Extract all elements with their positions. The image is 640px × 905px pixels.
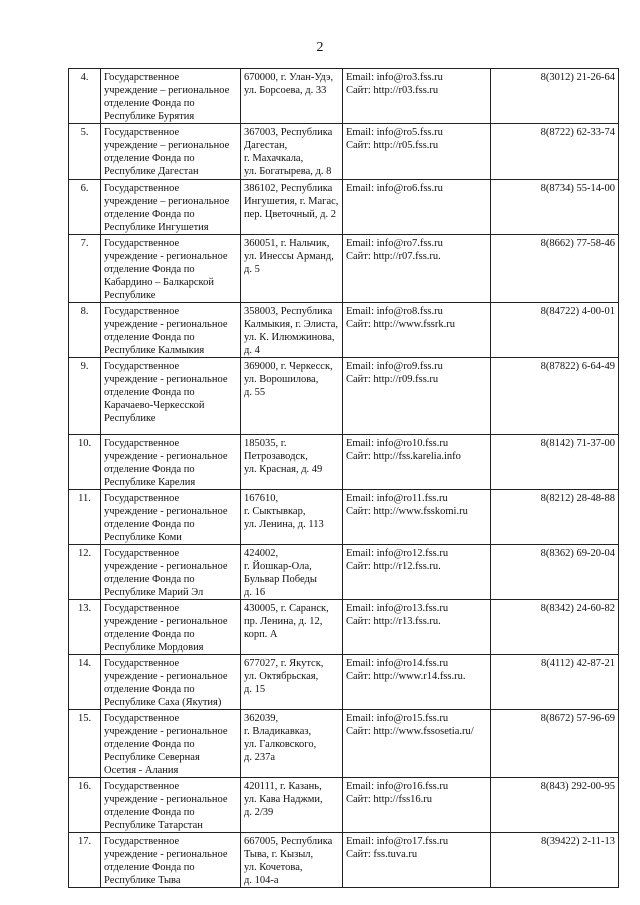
table-row bbox=[69, 545, 619, 600]
table-row bbox=[69, 655, 619, 710]
office-phone: 8(4112) 42-87-21 bbox=[491, 655, 619, 710]
regional-offices-table bbox=[68, 68, 619, 888]
office-name: Государственное учреждение - региональное отделение Фонда по Республике Татарстан bbox=[101, 778, 241, 833]
table-row bbox=[69, 358, 619, 435]
office-phone: 8(84722) 4-00-01 bbox=[491, 303, 619, 358]
row-number: 6. bbox=[69, 180, 101, 235]
page-number: 2 bbox=[316, 40, 324, 55]
office-phone: 8(843) 292-00-95 bbox=[491, 778, 619, 833]
row-number: 10. bbox=[69, 435, 101, 490]
office-address: 424002, г. Йошкар-Ола, Бульвар Победы д. 16 bbox=[241, 545, 343, 600]
office-address: 667005, Республика Тыва, г. Кызыл, ул. Кочетова, д. 104-а bbox=[241, 833, 343, 888]
office-contacts: Email: info@ro14.fss.ru Сайт: http://www.r14.fss.ru. bbox=[343, 655, 491, 710]
office-phone: 8(87822) 6-64-49 bbox=[491, 358, 619, 435]
row-number: 15. bbox=[69, 710, 101, 778]
office-contacts: Email: info@ro15.fss.ru Сайт: http://www.fssosetia.ru/ bbox=[343, 710, 491, 778]
office-phone: 8(3012) 21-26-64 bbox=[491, 69, 619, 124]
office-phone: 8(8672) 57-96-69 bbox=[491, 710, 619, 778]
office-contacts: Email: info@ro7.fss.ru Сайт: http://r07.fss.ru. bbox=[343, 235, 491, 303]
table-row bbox=[69, 600, 619, 655]
office-phone: 8(8212) 28-48-88 bbox=[491, 490, 619, 545]
office-phone: 8(39422) 2-11-13 bbox=[491, 833, 619, 888]
office-name: Государственное учреждение – региональное отделение Фонда по Республике Дагестан bbox=[101, 124, 241, 180]
office-name: Государственное учреждение - региональное отделение Фонда по Республике Калмыкия bbox=[101, 303, 241, 358]
row-number: 8. bbox=[69, 303, 101, 358]
office-address: 362039, г. Владикавказ, ул. Галковского, д. 237а bbox=[241, 710, 343, 778]
table-row bbox=[69, 235, 619, 303]
office-phone: 8(8734) 55-14-00 bbox=[491, 180, 619, 235]
row-number: 11. bbox=[69, 490, 101, 545]
office-address: 677027, г. Якутск, ул. Октябрьская, д. 15 bbox=[241, 655, 343, 710]
office-contacts: Email: info@ro5.fss.ru Сайт: http://r05.fss.ru bbox=[343, 124, 491, 180]
table-row bbox=[69, 435, 619, 490]
table-row bbox=[69, 69, 619, 124]
office-address: 167610, г. Сыктывкар, ул. Ленина, д. 113 bbox=[241, 490, 343, 545]
row-number: 12. bbox=[69, 545, 101, 600]
row-number: 13. bbox=[69, 600, 101, 655]
table-row bbox=[69, 490, 619, 545]
office-contacts: Email: info@ro12.fss.ru Сайт: http://r12.fss.ru. bbox=[343, 545, 491, 600]
office-address: 420111, г. Казань, ул. Кава Наджми, д. 2/39 bbox=[241, 778, 343, 833]
office-name: Государственное учреждение - региональное отделение Фонда по Карачаево-Черкесской Республике bbox=[101, 358, 241, 435]
office-name: Государственное учреждение - региональное отделение Фонда по Республике Карелия bbox=[101, 435, 241, 490]
table-row bbox=[69, 710, 619, 778]
office-address: 367003, Республика Дагестан, г. Махачкала, ул. Богатырева, д. 8 bbox=[241, 124, 343, 180]
office-contacts: Email: info@ro11.fss.ru Сайт: http://www.fsskomi.ru bbox=[343, 490, 491, 545]
row-number: 17. bbox=[69, 833, 101, 888]
office-phone: 8(8722) 62-33-74 bbox=[491, 124, 619, 180]
row-number: 9. bbox=[69, 358, 101, 435]
office-address: 358003, Республика Калмыкия, г. Элиста, ул. К. Илюмжинова, д. 4 bbox=[241, 303, 343, 358]
office-address: 360051, г. Нальчик, ул. Инессы Арманд, д. 5 bbox=[241, 235, 343, 303]
office-contacts: Email: info@ro17.fss.ru Сайт: fss.tuva.ru bbox=[343, 833, 491, 888]
office-contacts: Email: info@ro13.fss.ru Сайт: http://r13.fss.ru. bbox=[343, 600, 491, 655]
office-name: Государственное учреждение - региональное отделение Фонда по Республике Коми bbox=[101, 490, 241, 545]
office-contacts: Email: info@ro6.fss.ru bbox=[343, 180, 491, 235]
office-address: 430005, г. Саранск, пр. Ленина, д. 12, корп. А bbox=[241, 600, 343, 655]
row-number: 7. bbox=[69, 235, 101, 303]
office-name: Государственное учреждение - региональное отделение Фонда по Республике Марий Эл bbox=[101, 545, 241, 600]
office-phone: 8(8342) 24-60-82 bbox=[491, 600, 619, 655]
table-body bbox=[69, 69, 619, 888]
office-address: 185035, г. Петрозаводск, ул. Красная, д. 49 bbox=[241, 435, 343, 490]
table-row bbox=[69, 833, 619, 888]
office-phone: 8(8662) 77-58-46 bbox=[491, 235, 619, 303]
office-contacts: Email: info@ro9.fss.ru Сайт: http://r09.fss.ru bbox=[343, 358, 491, 435]
office-phone: 8(8142) 71-37-00 bbox=[491, 435, 619, 490]
office-contacts: Email: info@ro10.fss.ru Сайт: http://fss.karelia.info bbox=[343, 435, 491, 490]
office-phone: 8(8362) 69-20-04 bbox=[491, 545, 619, 600]
office-contacts: Email: info@ro8.fss.ru Сайт: http://www.fssrk.ru bbox=[343, 303, 491, 358]
office-name: Государственное учреждение – региональное отделение Фонда по Республике Бурятия bbox=[101, 69, 241, 124]
office-address: 386102, Республика Ингушетия, г. Магас, пер. Цветочный, д. 2 bbox=[241, 180, 343, 235]
table-row bbox=[69, 303, 619, 358]
office-name: Государственное учреждение - региональное отделение Фонда по Республике Тыва bbox=[101, 833, 241, 888]
table-row bbox=[69, 778, 619, 833]
office-contacts: Email: info@ro3.fss.ru Сайт: http://r03.fss.ru bbox=[343, 69, 491, 124]
office-address: 670000, г. Улан-Удэ, ул. Борсоева, д. 33 bbox=[241, 69, 343, 124]
office-name: Государственное учреждение - региональное отделение Фонда по Республике Мордовия bbox=[101, 600, 241, 655]
office-name: Государственное учреждение - региональное отделение Фонда по Кабардино – Балкарской Республике bbox=[101, 235, 241, 303]
row-number: 4. bbox=[69, 69, 101, 124]
office-name: Государственное учреждение - региональное отделение Фонда по Республике Саха (Якутия) bbox=[101, 655, 241, 710]
office-name: Государственное учреждение – региональное отделение Фонда по Республике Ингушетия bbox=[101, 180, 241, 235]
table-row bbox=[69, 180, 619, 235]
office-contacts: Email: info@ro16.fss.ru Сайт: http://fss16.ru bbox=[343, 778, 491, 833]
office-name: Государственное учреждение - региональное отделение Фонда по Республике Северная Осетия - Алания bbox=[101, 710, 241, 778]
row-number: 14. bbox=[69, 655, 101, 710]
table-row bbox=[69, 124, 619, 180]
row-number: 16. bbox=[69, 778, 101, 833]
row-number: 5. bbox=[69, 124, 101, 180]
office-address: 369000, г. Черкесск, ул. Ворошилова, д. 55 bbox=[241, 358, 343, 435]
